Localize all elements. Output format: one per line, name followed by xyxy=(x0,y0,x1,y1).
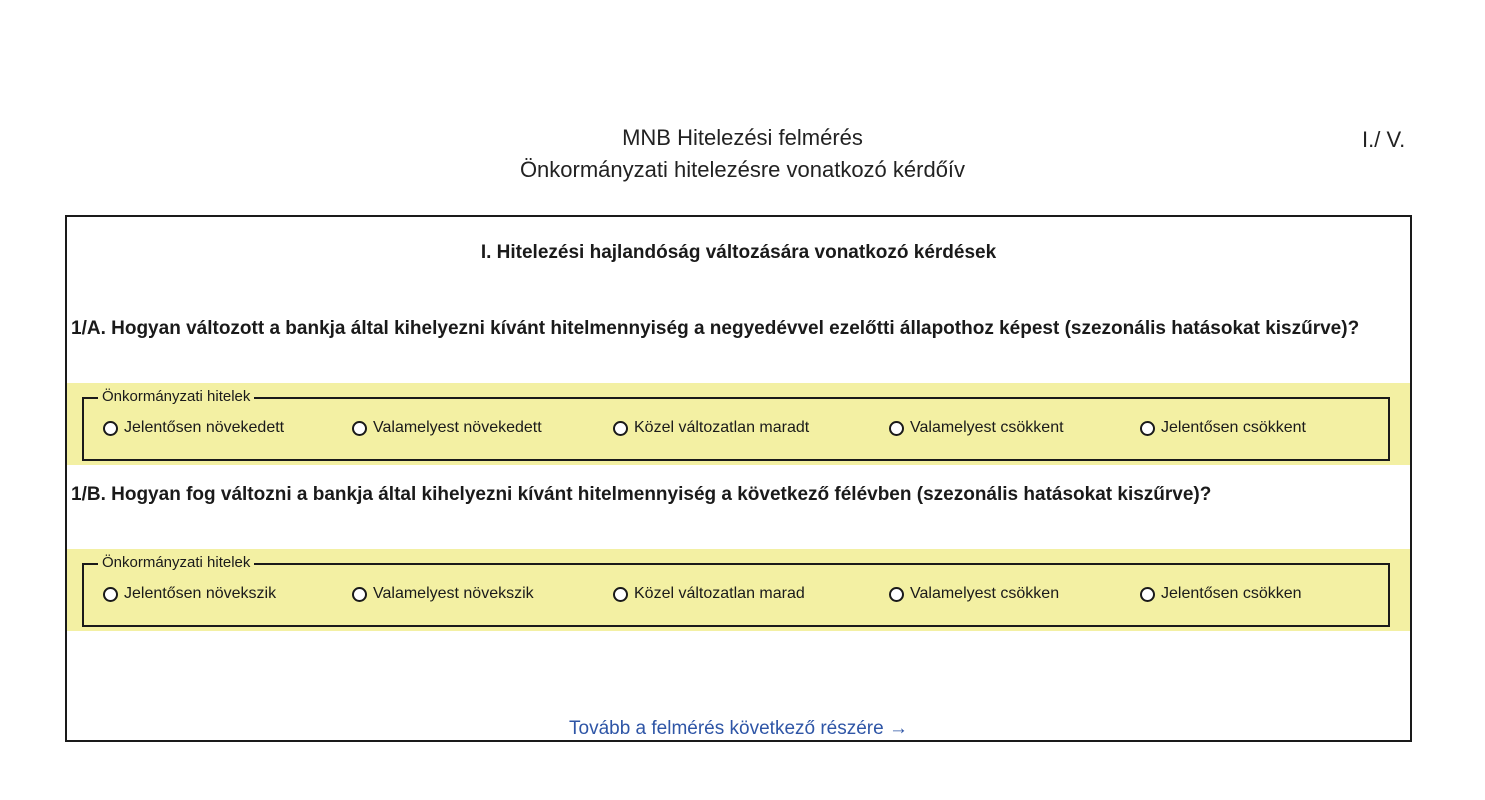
option-label: Közel változatlan marad xyxy=(634,585,805,602)
question-1b-group-label: Önkormányzati hitelek xyxy=(98,554,254,572)
option-label: Közel változatlan maradt xyxy=(634,419,810,436)
option-label: Valamelyest növekszik xyxy=(373,585,534,602)
q1a-option-valamelyest-csokkent[interactable] xyxy=(889,417,1064,439)
survey-title-line1: MNB Hitelezési felmérés xyxy=(622,125,863,150)
q1b-option-jelentosen-noveksik[interactable] xyxy=(103,583,276,605)
radio-button[interactable] xyxy=(352,587,367,602)
survey-title xyxy=(0,122,1485,186)
survey-title-line2: Önkormányzati hitelezésre vonatkozó kérdőív xyxy=(519,157,966,182)
q1b-option-kozel-valtozatlan-marad[interactable] xyxy=(613,583,805,605)
q1a-option-jelentosen-csokkent[interactable] xyxy=(1140,417,1306,439)
radio-button[interactable] xyxy=(352,421,367,436)
option-label: Jelentősen növekedett xyxy=(124,419,285,436)
option-label: Jelentősen csökken xyxy=(1161,585,1302,602)
option-label: Valamelyest csökken xyxy=(910,585,1060,602)
radio-button[interactable] xyxy=(1140,587,1155,602)
radio-button[interactable] xyxy=(103,421,118,436)
option-label: Valamelyest csökkent xyxy=(910,419,1064,436)
option-label: Jelentősen növekszik xyxy=(124,585,277,602)
option-label: Valamelyest növekedett xyxy=(373,419,542,436)
next-section-link[interactable]: Tovább a felmérés következő részére → xyxy=(569,718,908,739)
question-1b-radio-group xyxy=(82,554,1390,627)
radio-button[interactable] xyxy=(889,587,904,602)
radio-button[interactable] xyxy=(613,587,628,602)
radio-button[interactable] xyxy=(613,421,628,436)
q1b-option-valamelyest-csokken[interactable] xyxy=(889,583,1059,605)
question-1a-text: 1/A. Hogyan változott a bankja által kihelyezni kívánt hitelmennyiség a negyedévvel ezelőtti állapothoz képest (szezonális hatásokat kiszűrve)? xyxy=(71,318,1360,339)
question-1a-answer-band xyxy=(67,383,1410,465)
q1a-option-valamelyest-novekedett[interactable] xyxy=(352,417,542,439)
option-label: Jelentősen csökkent xyxy=(1161,419,1306,436)
radio-button[interactable] xyxy=(103,587,118,602)
section-heading: I. Hitelezési hajlandóság változására vonatkozó kérdések xyxy=(480,242,997,263)
question-1a-radio-group xyxy=(82,388,1390,461)
radio-button[interactable] xyxy=(1140,421,1155,436)
q1a-option-kozel-valtozatlan-maradt[interactable] xyxy=(613,417,809,439)
q1b-option-valamelyest-noveksik[interactable] xyxy=(352,583,534,605)
survey-form xyxy=(65,215,1412,742)
q1a-option-jelentosen-novekedett[interactable] xyxy=(103,417,284,439)
question-1b-text: 1/B. Hogyan fog változni a bankja által kihelyezni kívánt hitelmennyiség a következő félévben (szezonális hatásokat kiszűrve)? xyxy=(71,484,1212,505)
q1b-option-jelentosen-csokken[interactable] xyxy=(1140,583,1302,605)
page-indicator: I./ V. xyxy=(1362,127,1406,152)
question-1a-group-label: Önkormányzati hitelek xyxy=(98,388,254,406)
radio-button[interactable] xyxy=(889,421,904,436)
question-1b-answer-band xyxy=(67,549,1410,631)
